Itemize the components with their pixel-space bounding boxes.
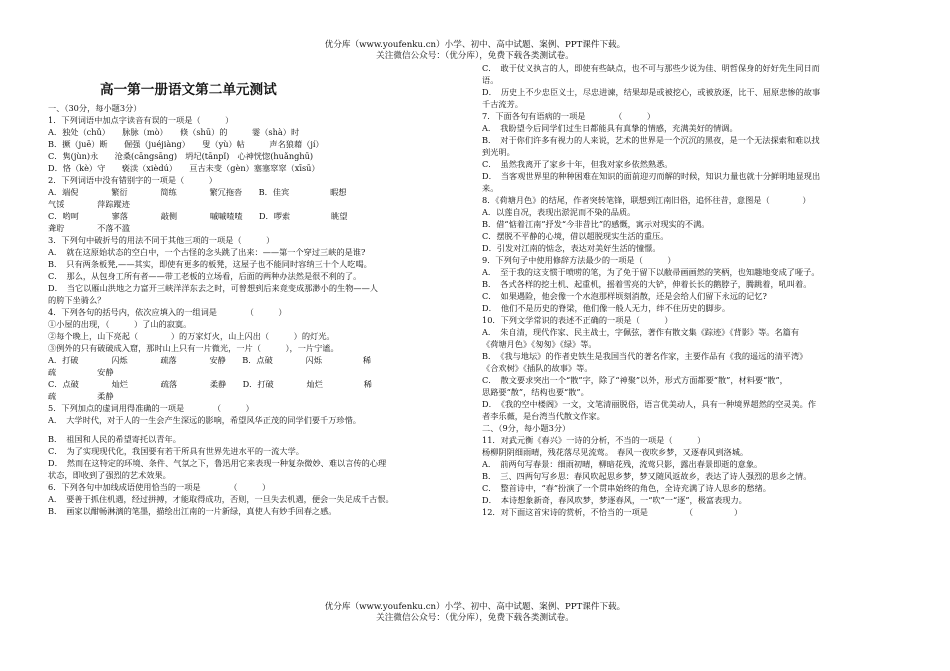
text-line: 到光明。 [482,147,515,157]
text-line: 二、（9分，每小题3分） [482,423,571,433]
text-line: 5．下列加点的虚词用得准确的一项是 （ ） [48,403,254,413]
text-line: B．借“惦着江南”抒发“今非昔比”的感慨，寓示对现实的不满。 [482,219,710,229]
text-line: B． 三、四两句写乡思：春风吹起思乡梦，梦又随风返故乡，表达了诗人强烈的思乡之情。 [482,471,812,481]
text-line: D． 本诗想象新奇，春风吹梦，梦逐春风，一“吹”一“逐”，极富表现力。 [482,495,747,505]
text-line: D． 当它以雁山洪地之力富开三峡洋洋东去之时，可曾想到后来竟变成那渺小的生物——人 [48,283,378,293]
text-line: A．端倪 繁衍 简练 繁冗拖沓 B．佳宾 暇想 [48,187,347,197]
text-line: 语。 [482,75,499,85]
text-line: B． 画家以酣畅淋漓的笔墨，描绘出江南的一片新绿，真使人有妙手回春之感。 [48,506,337,516]
text-line: A． 就在这原始状态的空白中，一个古怪的念头跳了出来：——第一个穿过三峡的是谁? [48,247,366,257]
text-line: 4．下列各句的括号内，依次应填入的一组词是 （ ） [48,307,287,317]
text-line: B．撅（juē）断 倔强（juéjiàng） 叟（yù）帖 声名狼藉（jí） [48,139,324,149]
page-title: 高一第一册语文第二单元测试 [100,82,277,98]
text-line: 状态，即收到了强烈的艺术效果。 [48,470,171,480]
text-line: A． 至于我的这支惯于喷唠的笔，为了免于留下以敝帚画画然的笑柄，也知趣地变成了哑子。 [482,267,820,277]
text-line: C．隽(jùn)永 沧桑(cāngsāng) 坍圮(tānpǐ) 心神恍惚(huǎnghū) [48,151,314,161]
text-line: 气馁 萍踪蹤迹 [48,199,130,209]
text-line: B． 《我与地坛》的作者史铁生是我国当代的著名作家，主要作品有《我的遥远的清平湾》 [482,351,808,361]
text-line: B． 对于你们许多有视力的人来说，艺术的世界是一个沉沉的黑夜，是一个无法探索和难以找 [482,135,820,145]
text-line: 2．下列词语中没有错别字的一项是（ ） [48,175,217,185]
text-line: D． 当客观世界里的种种困难在知识的面前迎刃而解的时候，知识力量也就十分鲜明地显现出 [482,171,821,181]
text-line: C．点破 灿烂 疏落 柔静 D．打破 灿烂 稀 [48,379,372,389]
text-line: 7．下面各句有语病的一项是 （ ） [482,111,656,121]
text-line: C． 那么，从包身工所有者——带工老板的立场看，后面的两种办法然是很不利的了。 [48,271,362,281]
text-line [48,426,470,433]
right-text-block [482,62,906,518]
text-line: C．摆脱不平静的心境，借以超脱现实生活的重压。 [482,231,669,241]
text-line: 杨柳阴阴细雨晴，残花落尽见流莺。 春风一夜吹乡梦，又逐春风到洛城。 [482,447,749,457]
right-column [482,62,906,518]
text-line: A． 要善于抓住机遇，经过拼搏，才能取得成功，否则，一旦失去机遇，便会一失足成千古恨。 [48,494,394,504]
text-line: 的胯下坐骑么？ [48,295,106,305]
text-line: 《荷塘月色》《匆匆》《绿》等。 [482,339,597,349]
header-line-1: 优分库（www.youfenku.cn）小学、初中、高中试题、案例、PPT课件下载。 [324,40,626,50]
text-line: 6．下列各句中加线成语使用恰当的一项是 （ ） [48,482,271,492]
text-line: C． 整首诗中，“春”扮演了一个贯串始终的角色，全诗充满了诗人思乡的愁绪。 [482,483,771,493]
text-line: C． 如果遇险，他会像一个水泡那样顷刻消散，还是会给人们留下永远的记忆? [482,291,767,301]
text-line: A． 大学时代，对于人的一生会产生深远的影响，希望风华正茂的同学们要千万珍惜。 [48,415,361,425]
footer-line-1: 优分库（www.youfenku.cn）小学、初中、高中试题、案例、PPT课件下载。 [324,602,626,612]
text-line: ①小屋的出现，（ ）了山的寂寞。 [48,319,192,329]
text-line: D． 然而在这特定的环境、条件、气氛之下，鲁迅用它来表现一种复杂微妙、难以言传的心理 [48,458,387,468]
text-line: A．独处（chǔ） 脉脉（mò） 倏（shū）的 霎（shà）时 [48,127,300,137]
text-line: B． 各式各样的挖土机、起重机，摇着雪亮的大铲，伸着长长的鹅脖子，腾跳着，吼叫着。 [482,279,812,289]
text-line: C． 散文要求突出一个“散”字，除了“神聚”以外，形式方面都要“散”，材料要“散”， [482,375,788,385]
text-line: ③例外的只有破破成入窟，那时山上只有一片微光，一片（ ），一片宁谧。 [48,343,339,353]
left-column [48,62,470,517]
text-line: A．以莲自况，表现出淤泥而不染的品质。 [482,207,636,217]
text-line: 思路要“散”，结构也要“散”。 [482,387,589,397]
text-line: C． 虽然我离开了家乡十年，但我对家乡依然熟悉。 [482,159,673,169]
text-line: 9．下列句子中使用修辞方法最少的一项是（ ） [482,255,676,265]
text-line: D．恪（kè）守 亵渎（xièdú） 亘古未变（gèn）塞塞窣窣（xīsū） [48,163,320,173]
header-line-2: 关注微信公众号：（优分库），免费下载各类测试卷。 [376,51,574,61]
text-line: 《合欢树》《插队的故事》等。 [482,363,593,373]
left-text-block [48,102,470,517]
text-line: C．哟呵 寥落 敲侧 嘁嘁喳喳 D．啰索 眺望 [48,211,348,221]
text-line: A． 前两句写春景：细雨初晴，柳暗花残，流莺只影，露出春景即逝的意象。 [482,459,763,469]
text-line: ②每个晚上，山下亮起（ ）的万家灯火，山上闪出（ ）的灯光。 [48,331,335,341]
text-line: B． 只有两条板凳,——其实，即使有更多的板凳，这屋子也不能同时容纳三十个人吃喝。 [48,259,372,269]
text-line: 8．《荷塘月色》的结尾，作者突转笔锋，联想到江南旧俗，追怀往昔，意图是（ ） [482,195,811,205]
footer-line-2: 关注微信公众号：（优分库），免费下载各类测试卷。 [376,613,574,623]
text-line: 一、（30分，每小题3分） [48,103,142,113]
text-line: 聋聍 不落不滥 [48,223,130,233]
page-footer [0,602,950,624]
text-line: 12．对下面这首宋诗的赏析，不恰当的一项是 （ ） [482,507,743,517]
text-line: 1．下列词语中加点字读音有误的一项是（ ） [48,115,234,125]
text-line: 疏 安静 [48,367,114,377]
text-line: 11．对武元衡《春兴》一诗的分析，不当的一项是（ ） [482,435,706,445]
text-line: D． 他们不是历史的脊梁，他们像一般人无力，绊不住历史的脚步。 [482,303,731,313]
text-line: 3．下列句中破折号的用法不同于其他三项的一项是（ ） [48,235,275,245]
text-line: A． 我盼望今后同学们过生日都能具有真挚的情感，充满美好的情调。 [482,123,738,133]
text-line: C． 为了实现现代化，我国要有若干所具有世界先进水平的一流大学。 [48,446,304,456]
text-line: B． 祖国和人民的希望寄托以青年。 [48,434,181,444]
text-line: D． 历史上不少忠臣义士，尽忠进谏，结果却是或被挖心，或被放逐，比干、屈原悲惨的故事 [482,87,821,97]
text-line: D． 《我的空中楼阁》一文，文笔清丽脱俗，语言优美动人，具有一种境界超然的空灵美。作 [482,399,817,409]
text-line: A． 朱自清，现代作家、民主战士，字佩弦，著作有散文集《踪迹》《背影》等。名篇有 [482,327,800,337]
text-line: C． 敢于仗义执言的人，即使有些缺点，也不可与那些少说为佳、明哲保身的好好先生同日而 [482,63,820,73]
page-header [0,40,950,62]
text-line: 疏 柔静 [48,391,114,401]
text-line: 10．下列文学常识的表述不正确的一项是（ ） [482,315,673,325]
text-line: 来。 [482,183,499,193]
text-line: D．引发对江南的惦念，表达对美好生活的憧憬。 [482,243,661,253]
text-line: 千古流芳。 [482,99,523,109]
text-line: A．打破 闪烁 疏落 安静 B．点破 闪烁 稀 [48,355,372,365]
text-line: 者李乐薇，是台湾当代散文作家。 [482,411,605,421]
